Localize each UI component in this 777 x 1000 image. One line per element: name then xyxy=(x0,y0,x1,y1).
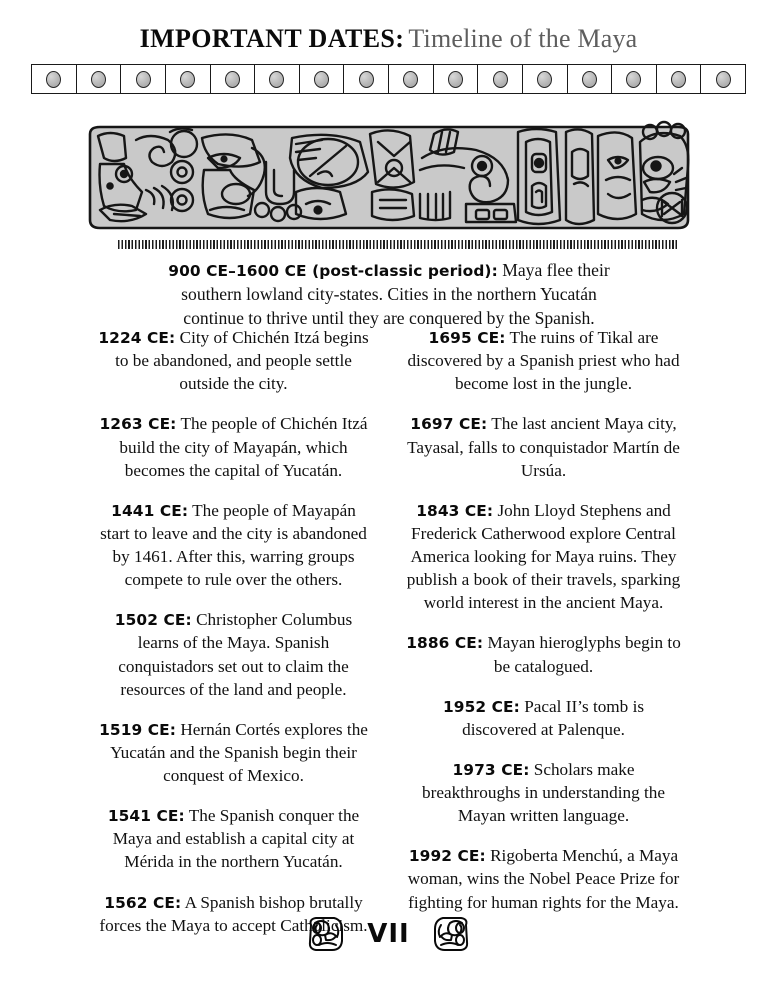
timeline-entry xyxy=(405,844,683,913)
band-cell xyxy=(121,65,166,93)
intro-date-label: 900 CE–1600 CE (post-classic period): xyxy=(168,262,498,280)
entry-date-label: 1263 CE: xyxy=(99,415,177,434)
band-cell xyxy=(32,65,77,93)
page-footer xyxy=(0,915,777,953)
page-title-sub: Timeline of the Maya xyxy=(408,24,638,53)
maya-head-glyph-icon xyxy=(305,915,345,953)
entry-text: City of Chichén Itzá begins to be abandoned, and people settle outside the city. xyxy=(115,328,369,394)
entry-date-label: 1562 CE: xyxy=(104,893,182,912)
hatched-rule-divider xyxy=(118,240,678,249)
maya-head-glyph-icon-mirrored xyxy=(432,915,472,953)
intro-text: Maya flee their southern lowland city-states. Cities in the northern Yucatán continue to thrive until they are conquered by the Spanish. xyxy=(181,260,610,329)
speckled-disc-icon xyxy=(493,71,508,88)
band-cell xyxy=(701,65,745,93)
band-cell xyxy=(657,65,702,93)
entry-text: The last ancient Maya city, Tayasal, falls to conquistador Martín de Ursúa. xyxy=(407,414,680,480)
band-cell xyxy=(344,65,389,93)
entry-date-label: 1519 CE: xyxy=(99,720,177,739)
timeline-entry xyxy=(95,608,373,701)
timeline-entry xyxy=(405,499,683,615)
band-cell xyxy=(300,65,345,93)
speckled-disc-icon xyxy=(136,71,151,88)
entry-date-label: 1952 CE: xyxy=(442,697,520,716)
entry-text: A Spanish bishop brutally forces the Maya to accept Catholicism. xyxy=(99,892,368,935)
page-number: VII xyxy=(367,919,410,949)
band-cell xyxy=(478,65,523,93)
speckled-disc-icon xyxy=(537,71,552,88)
entry-date-label: 1695 CE: xyxy=(428,329,506,347)
speckled-disc-icon xyxy=(91,71,106,88)
band-cell xyxy=(612,65,657,93)
entry-text: The people of Chichén Itzá build the city of Mayapán, which becomes the capital of Yucatán. xyxy=(119,414,368,480)
timeline-entry xyxy=(405,326,683,395)
timeline-entry xyxy=(405,631,683,677)
entry-text: Rigoberta Menchú, a Maya woman, wins the Nobel Peace Prize for fighting for human rights for the Maya. xyxy=(407,846,680,912)
speckled-disc-icon xyxy=(359,71,374,88)
band-cell xyxy=(211,65,256,93)
timeline-right-column xyxy=(401,326,691,937)
entry-text: The Spanish conquer the Maya and establish a capital city at Mérida in the northern Yucatán. xyxy=(112,806,360,872)
speckled-disc-icon xyxy=(269,71,284,88)
speckled-disc-icon xyxy=(225,71,240,88)
timeline-entry xyxy=(95,412,373,481)
entry-date-label: 1224 CE: xyxy=(98,329,176,347)
entry-text: Scholars make breakthroughs in understanding the Mayan written language. xyxy=(422,759,665,826)
entry-date-label: 1992 CE: xyxy=(408,847,486,866)
entry-text: Hernán Cortés explores the Yucatán and the Spanish begin their conquest of Mexico. xyxy=(110,719,368,785)
band-cell xyxy=(77,65,122,93)
speckled-disc-icon xyxy=(448,71,463,88)
entry-date-label: 1973 CE: xyxy=(452,760,530,779)
entry-text: Christopher Columbus learns of the Maya. Spanish conquistadors set out to claim the resources of the land and people. xyxy=(118,610,353,699)
speckled-disc-icon xyxy=(180,71,195,88)
timeline-entry xyxy=(405,695,683,741)
intro-paragraph xyxy=(152,258,626,330)
band-cell xyxy=(568,65,613,93)
speckled-disc-icon xyxy=(403,71,418,88)
band-cell xyxy=(389,65,434,93)
entry-date-label: 1502 CE: xyxy=(114,611,192,630)
timeline-entry xyxy=(95,718,373,787)
timeline-entry xyxy=(95,326,373,395)
top-decorative-band xyxy=(31,64,746,94)
entry-date-label: 1541 CE: xyxy=(107,807,185,826)
entry-date-label: 1843 CE: xyxy=(416,501,494,520)
speckled-disc-icon xyxy=(671,71,686,88)
entry-date-label: 1441 CE: xyxy=(111,501,189,520)
entry-text: Mayan hieroglyphs begin to be catalogued. xyxy=(483,633,681,676)
entry-date-label: 1697 CE: xyxy=(410,415,488,434)
timeline-columns xyxy=(0,326,777,937)
entry-text: The people of Mayapán start to leave and the city is abandoned by 1461. After this, warring groups compete to rule over the others. xyxy=(100,500,367,590)
entry-text: John Lloyd Stephens and Frederick Catherwood explore Central America looking for Maya ruins. They publish a book of their travels, sparking world interest in the ancient Maya. xyxy=(406,500,681,613)
timeline-left-column xyxy=(87,326,377,937)
band-cell xyxy=(255,65,300,93)
speckled-disc-icon xyxy=(582,71,597,88)
speckled-disc-icon xyxy=(716,71,731,88)
entry-date-label: 1886 CE: xyxy=(406,634,484,653)
page-title-main: IMPORTANT DATES: xyxy=(139,24,405,53)
band-cell xyxy=(434,65,479,93)
timeline-entry xyxy=(95,804,373,873)
timeline-entry xyxy=(405,412,683,481)
timeline-entry xyxy=(95,499,373,592)
maya-glyph-frieze-illustration xyxy=(84,118,694,236)
speckled-disc-icon xyxy=(626,71,641,88)
speckled-disc-icon xyxy=(46,71,61,88)
band-cell xyxy=(166,65,211,93)
page-title xyxy=(0,0,777,52)
timeline-entry xyxy=(405,758,683,827)
entry-text: Pacal II’s tomb is discovered at Palenque. xyxy=(462,696,645,739)
band-cell xyxy=(523,65,568,93)
speckled-disc-icon xyxy=(314,71,329,88)
entry-text: The ruins of Tikal are discovered by a Spanish priest who had become lost in the jungle. xyxy=(407,328,680,394)
